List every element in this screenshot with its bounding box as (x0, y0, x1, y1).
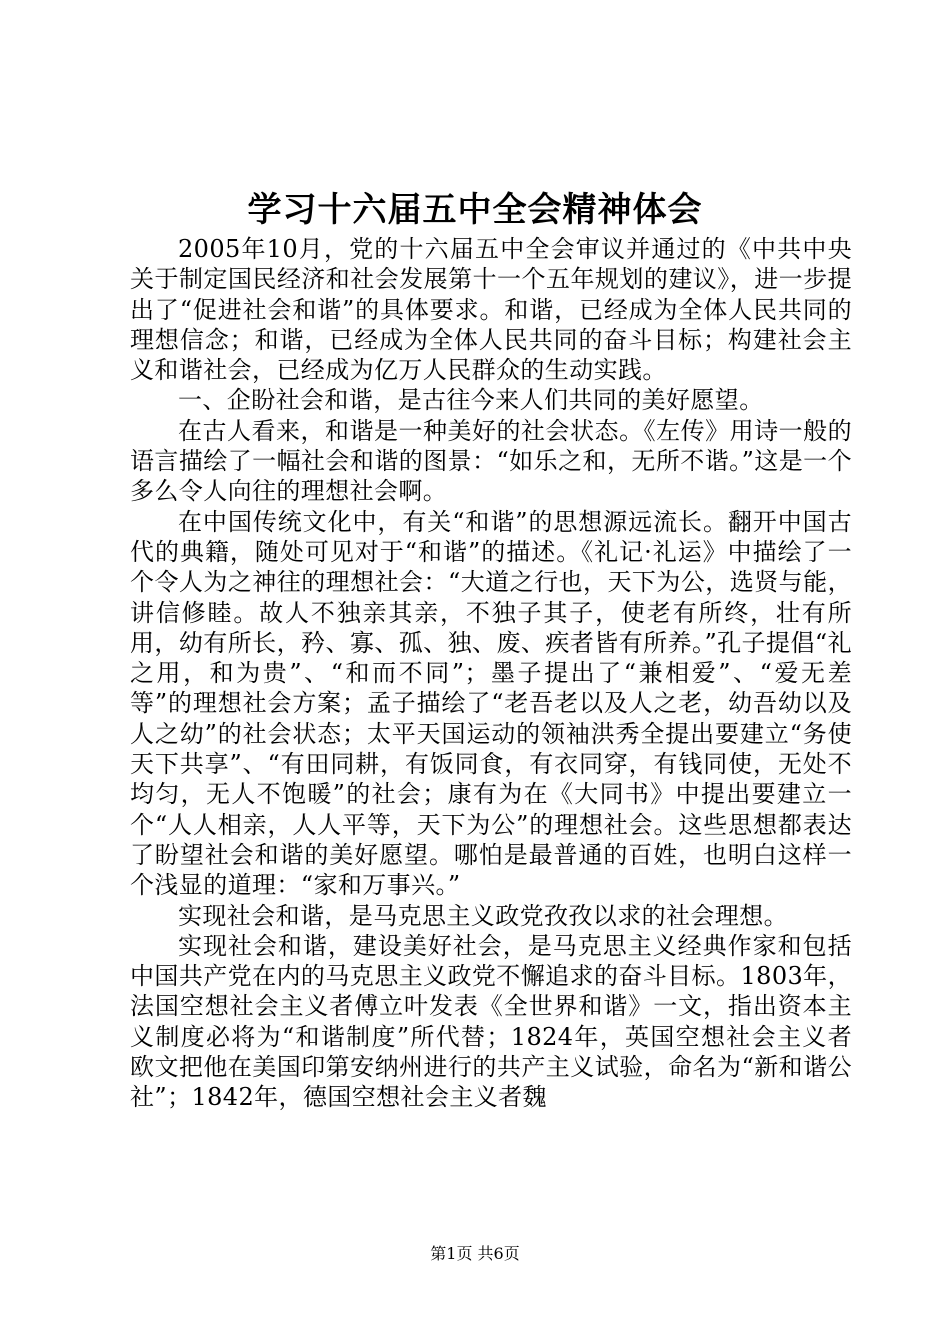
document-body (130, 234, 852, 1113)
page-number-footer: 第1页 共6页 (430, 1244, 520, 1263)
document-title: 学习十六届五中全会精神体会 (247, 190, 703, 230)
section-heading: 实现社会和谐，是马克思主义政党孜孜以求的社会理想。 (178, 901, 788, 930)
section-heading: 一、企盼社会和谐，是古往今来人们共同的美好愿望。 (178, 386, 764, 415)
paragraph: 在古人看来，和谐是一种美好的社会状态。《左传》用诗一般的语言描绘了一幅社会和谐的图景：“如乐之和，无所不谐。”这是一个多么令人向往的理想社会啊。 (130, 416, 852, 506)
paragraph: 实现社会和谐，建设美好社会，是马克思主义经典作家和包括中国共产党在内的马克思主义政党不懈追求的奋斗目标。1803年，法国空想社会主义者傅立叶发表《全世界和谐》一文，指出资本主义制度必将为“和谐制度”所代替；1824年，英国空想社会主义者欧文把他在美国印第安纳州进行的共产主义试验，命名为“新和谐公社”；1842年，德国空想社会主义者魏 (130, 931, 852, 1112)
paragraph: 在中国传统文化中，有关“和谐”的思想源远流长。翻开中国古代的典籍，随处可见对于“和谐”的描述。《礼记·礼运》中描绘了一个令人为之神往的理想社会：“大道之行也，天下为公，选贤与能，讲信修睦。故人不独亲其亲，不独子其子，使老有所终，壮有所用，幼有所长，矜、寡、孤、独、废、疾者皆有所养。”孔子提倡“礼之用，和为贵”、“和而不同”；墨子提出了“兼相爱”、“爱无差等”的理想社会方案；孟子描绘了“老吾老以及人之老，幼吾幼以及人之幼”的社会状态；太平天国运动的领袖洪秀全提出要建立“务使天下共享”、“有田同耕，有饭同食，有衣同穿，有钱同使，无处不均匀，无人不饱暖”的社会；康有为在《大同书》中提出要建立一个“人人相亲，人人平等，天下为公”的理想社会。这些思想都表达了盼望社会和谐的美好愿望。哪怕是最普通的百姓，也明白这样一个浅显的道理：“家和万事兴。” (130, 507, 852, 900)
paragraph: 2005年10月，党的十六届五中全会审议并通过的《中共中央关于制定国民经济和社会发展第十一个五年规划的建议》，进一步提出了“促进社会和谐”的具体要求。和谐，已经成为全体人民共同的理想信念；和谐，已经成为全体人民共同的奋斗目标；构建社会主义和谐社会，已经成为亿万人民群众的生动实践。 (130, 235, 852, 385)
